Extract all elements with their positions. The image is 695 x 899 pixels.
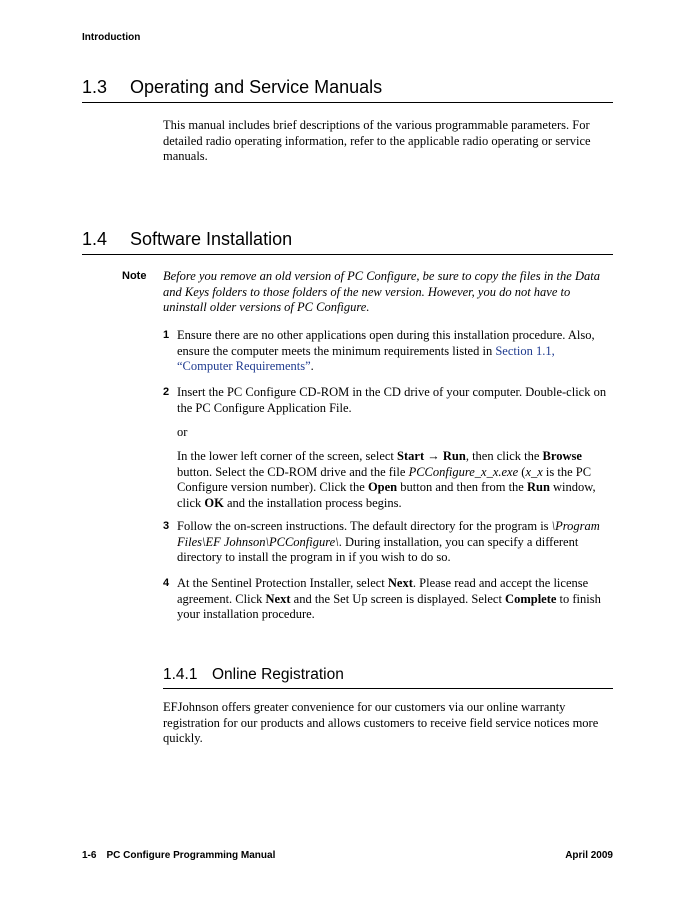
run-window-label: Run: [526, 480, 550, 494]
start-run-menu-path: Start → Run: [397, 449, 466, 463]
browse-button-label: Browse: [542, 449, 582, 463]
open-button-label: Open: [367, 480, 398, 494]
text: is the PC Configure version number). Click the: [177, 464, 592, 494]
text: , then click the: [465, 449, 543, 463]
text: and the installation process begins.: [223, 495, 402, 510]
next-button-label: Next: [387, 576, 413, 590]
manual-title: PC Configure Programming Manual: [106, 850, 276, 861]
step-number: 3: [163, 520, 170, 532]
section-1-4-1-heading: [163, 666, 613, 689]
step-3-text: [177, 519, 613, 566]
section-title: Software Installation: [130, 229, 293, 249]
step-number: 4: [163, 577, 170, 589]
step-1-text: [177, 328, 613, 375]
step-1-text-a: Ensure there are no other applications open during this installation procedure. Also, ensure the computer meets the minimum requirements listed in: [177, 328, 595, 358]
text: Follow the on-screen instructions. The default directory for the program is: [177, 519, 552, 533]
section-1-3-heading: [82, 77, 613, 103]
note-label: Note: [122, 270, 147, 282]
note-text: Before you remove an old version of PC Configure, be sure to copy the files in the Data and Keys folders to those folders of the new version. However, you do not have to uninstall older versions of PC Configure.: [163, 269, 600, 314]
footer-date: April 2009: [565, 850, 613, 861]
text: button and then from the: [397, 480, 527, 494]
section-number: 1.3: [82, 77, 108, 97]
ok-button-label: OK: [204, 495, 224, 510]
section-1-3-body: This manual includes brief descriptions of the various programmable parameters. For detailed radio operating information, refer to the applicable radio operating or service manuals.: [163, 118, 591, 163]
step-4-text: [177, 576, 613, 623]
install-directory-path: \Program Files\EF Johnson\PCConfigure\: [177, 519, 600, 549]
step-2-or: or: [177, 425, 188, 439]
step-1-text-b: .: [310, 359, 314, 373]
text: . During installation, you can specify a different directory to install the program in if you wish to do so.: [177, 534, 579, 564]
text: In the lower left corner of the screen, select: [177, 449, 398, 463]
section-1-4-heading: [82, 229, 613, 255]
step-number: 2: [163, 386, 170, 398]
step-2-alternative: [177, 449, 613, 511]
section-1-1-link[interactable]: Section 1.1, “Computer Requirements”: [177, 343, 555, 373]
next-button-label: Next: [265, 591, 291, 606]
section-1-4-1-body: EFJohnson offers greater convenience for our customers via our online warranty registration for our products and allows customers to receive field service notices more quickly.: [163, 700, 599, 745]
filename: PCConfigure_x_x.exe: [408, 464, 519, 479]
step-number: 1: [163, 329, 170, 341]
text: and the Set Up screen is displayed. Select: [290, 591, 506, 606]
section-title: Operating and Service Manuals: [130, 77, 383, 97]
section-number: 1.4: [82, 229, 108, 249]
step-2-text: Insert the PC Configure CD-ROM in the CD drive of your computer. Double-click on the PC Configure Application File.: [177, 385, 607, 415]
page-number: 1-6: [82, 850, 97, 861]
text: window, click: [177, 480, 596, 510]
text: At the Sentinel Protection Installer, select: [177, 576, 388, 590]
complete-button-label: Complete: [505, 591, 557, 606]
text: to finish your installation procedure.: [177, 591, 601, 621]
section-title: Online Registration: [212, 666, 344, 683]
text: (: [518, 464, 526, 479]
version-placeholder: x_x: [525, 464, 543, 479]
section-number: 1.4.1: [163, 666, 198, 683]
text: . Please read and accept the license agreement. Click: [177, 576, 589, 606]
running-header: Introduction: [82, 32, 141, 43]
text: button. Select the CD-ROM drive and the file: [177, 464, 409, 479]
footer-left: [82, 850, 275, 861]
